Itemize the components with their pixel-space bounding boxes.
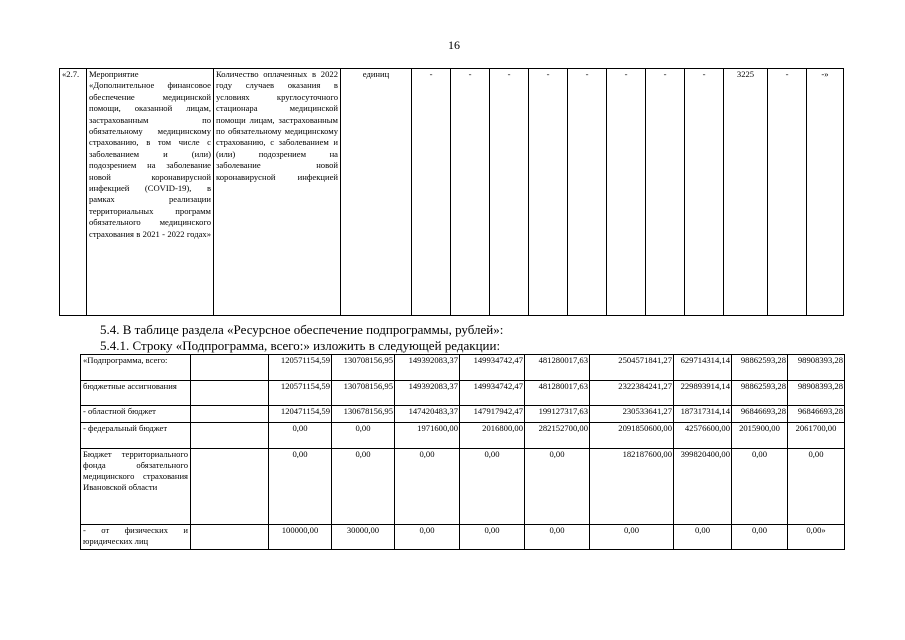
- value-cell: 0,00: [525, 449, 590, 525]
- value-cell: 0,00: [395, 525, 460, 550]
- row-label: - от физических и юридических лиц: [81, 525, 191, 550]
- row-number: «2.7.: [60, 69, 87, 316]
- value-cell: 2015900,00: [732, 423, 788, 449]
- value-cell: 2322384241,27: [590, 381, 674, 406]
- value-cell: 0,00: [460, 449, 525, 525]
- value-cell: 0,00»: [788, 525, 845, 550]
- value-cell: -: [768, 69, 807, 316]
- value-cell: 149392083,37: [395, 355, 460, 381]
- value-cell: 100000,00: [269, 525, 332, 550]
- value-cell: 120571154,59: [269, 381, 332, 406]
- table-row: [60, 69, 844, 316]
- row-label: - федеральный бюджет: [81, 423, 191, 449]
- empty-cell: [191, 355, 269, 381]
- empty-cell: [191, 525, 269, 550]
- value-cell: 120471154,59: [269, 406, 332, 423]
- value-cell: 42576600,00: [674, 423, 732, 449]
- value-cell: -: [529, 69, 568, 316]
- value-cell: 130708156,95: [332, 355, 395, 381]
- value-cell: 2091850600,00: [590, 423, 674, 449]
- value-cell: 3225: [724, 69, 768, 316]
- value-cell: 147917942,47: [460, 406, 525, 423]
- table-row: [81, 406, 845, 423]
- value-cell: 98862593,28: [732, 381, 788, 406]
- value-cell: 96846693,28: [788, 406, 845, 423]
- value-cell: 0,00: [332, 423, 395, 449]
- value-cell: -: [490, 69, 529, 316]
- value-cell: 0,00: [395, 449, 460, 525]
- value-cell: -»: [807, 69, 844, 316]
- value-cell: 0,00: [460, 525, 525, 550]
- table-row: [81, 423, 845, 449]
- event-title: Мероприятие: [89, 69, 139, 79]
- value-cell: -: [685, 69, 724, 316]
- paragraph-5-4: 5.4. В таблице раздела «Ресурсное обеспечение подпрограммы, рублей»:: [100, 322, 504, 337]
- value-cell: 399820400,00: [674, 449, 732, 525]
- value-cell: 0,00: [525, 525, 590, 550]
- value-cell: 629714314,14: [674, 355, 732, 381]
- value-cell: 130708156,95: [332, 381, 395, 406]
- paragraph-5-4-1: 5.4.1. Строку «Подпрограмма, всего:» изложить в следующей редакции:: [100, 338, 501, 353]
- value-cell: 0,00: [788, 449, 845, 525]
- value-cell: 30000,00: [332, 525, 395, 550]
- value-cell: 120571154,59: [269, 355, 332, 381]
- value-cell: 282152700,00: [525, 423, 590, 449]
- table-row: [81, 355, 845, 381]
- value-cell: 229893914,14: [674, 381, 732, 406]
- value-cell: 0,00: [674, 525, 732, 550]
- resources-table: [80, 354, 845, 550]
- value-cell: 0,00: [269, 449, 332, 525]
- value-cell: 187317314,14: [674, 406, 732, 423]
- table-row: [81, 449, 845, 525]
- value-cell: 0,00: [732, 449, 788, 525]
- page-number: 16: [448, 38, 460, 52]
- value-cell: 147420483,37: [395, 406, 460, 423]
- value-cell: 98862593,28: [732, 355, 788, 381]
- value-cell: 149392083,37: [395, 381, 460, 406]
- value-cell: -: [607, 69, 646, 316]
- value-cell: 230533641,27: [590, 406, 674, 423]
- value-cell: 0,00: [590, 525, 674, 550]
- event-name-cell: [87, 69, 214, 316]
- value-cell: 481280017,63: [525, 381, 590, 406]
- unit-cell: единиц: [341, 69, 412, 316]
- table-row: [81, 381, 845, 406]
- value-cell: 2016800,00: [460, 423, 525, 449]
- event-description: «Дополнительное финансовое обеспечение медицинской помощи, оказанной лицам, застрахованным по обязательному медицинскому страхованию, в том числе с заболеванием и (или) подозрением на заболевание новой коронавирусной инфекцией (COVID-19), в рамках реализации территориальных программ обязательного медицинского страхования в 2021 - 2022 годах»: [89, 80, 211, 239]
- value-cell: 98908393,28: [788, 381, 845, 406]
- value-cell: 481280017,63: [525, 355, 590, 381]
- empty-cell: [191, 406, 269, 423]
- value-cell: -: [646, 69, 685, 316]
- value-cell: 2504571841,27: [590, 355, 674, 381]
- value-cell: 149934742,47: [460, 355, 525, 381]
- value-cell: -: [412, 69, 451, 316]
- value-cell: -: [568, 69, 607, 316]
- value-cell: 182187600,00: [590, 449, 674, 525]
- value-cell: 0,00: [732, 525, 788, 550]
- value-cell: 0,00: [269, 423, 332, 449]
- value-cell: 1971600,00: [395, 423, 460, 449]
- value-cell: 149934742,47: [460, 381, 525, 406]
- value-cell: 2061700,00: [788, 423, 845, 449]
- table-row: [81, 525, 845, 550]
- value-cell: 98908393,28: [788, 355, 845, 381]
- row-label: «Подпрограмма, всего:: [81, 355, 191, 381]
- empty-cell: [191, 381, 269, 406]
- row-label: бюджетные ассигнования: [81, 381, 191, 406]
- value-cell: 0,00: [332, 449, 395, 525]
- row-label: - областной бюджет: [81, 406, 191, 423]
- indicators-table: [59, 68, 844, 316]
- value-cell: 199127317,63: [525, 406, 590, 423]
- value-cell: 96846693,28: [732, 406, 788, 423]
- value-cell: 130678156,95: [332, 406, 395, 423]
- empty-cell: [191, 423, 269, 449]
- indicator-cell: Количество оплаченных в 2022 году случаев оказания в условиях круглосуточного стационара медицинской помощи лицам, застрахованным по обязательному медицинскому страхованию, с заболеванием и (или) подозрением на заболевание новой коронавирусной инфекцией: [214, 69, 341, 316]
- value-cell: -: [451, 69, 490, 316]
- row-label: Бюджет территориального фонда обязательного медицинского страхования Ивановской области: [81, 449, 191, 525]
- empty-cell: [191, 449, 269, 525]
